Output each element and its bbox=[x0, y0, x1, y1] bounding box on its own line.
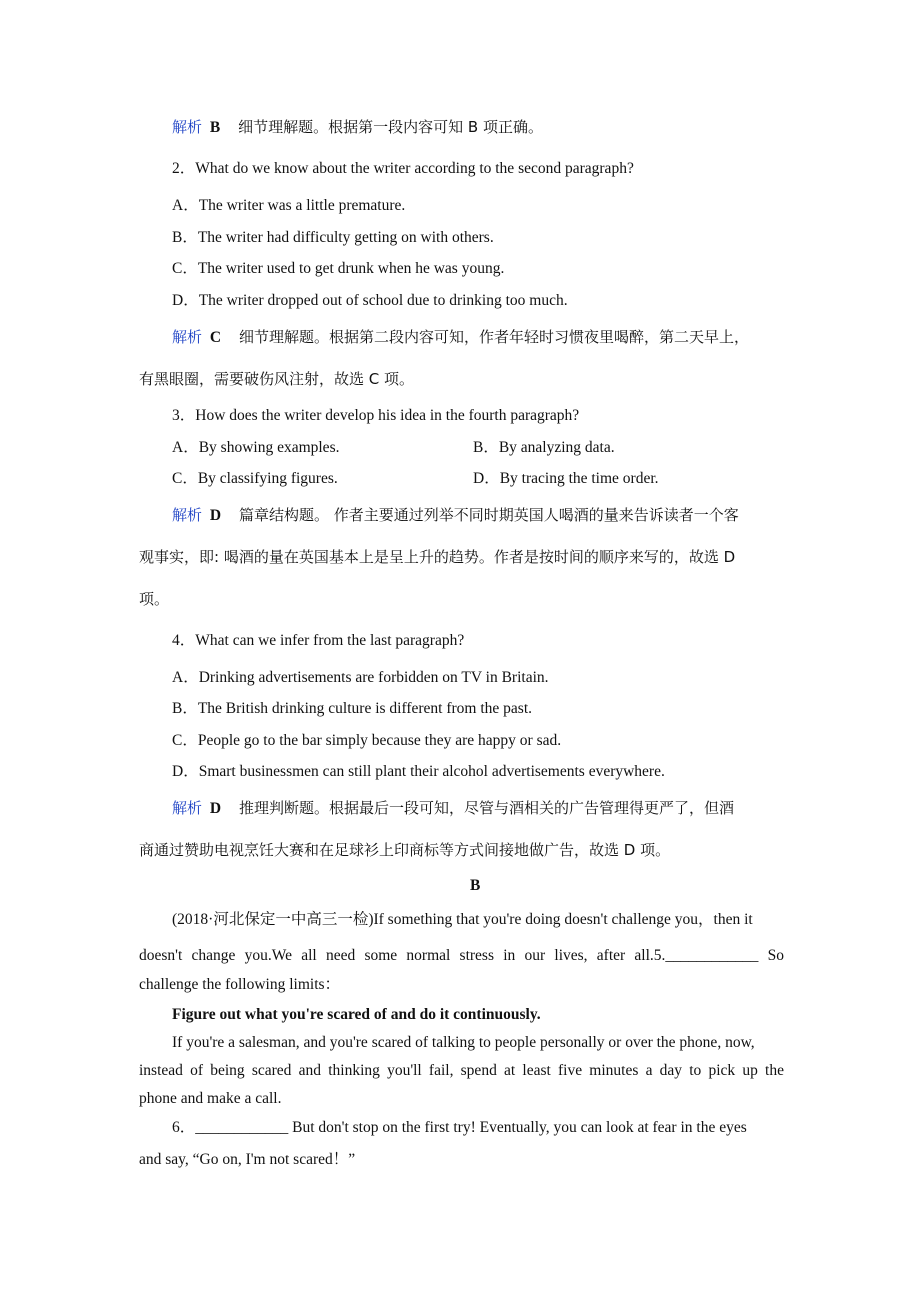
q3-explanation-cont2: 项。 bbox=[139, 590, 170, 608]
q2-explanation-text: 细节理解题。根据第二段内容可知，作者年轻时习惯夜里喝醉，第二天早上， bbox=[238, 328, 749, 346]
jiexi-label: 解析 bbox=[172, 328, 203, 346]
q3-explanation-text: 篇章结构题。 作者主要通过列举不同时期英国人喝酒的量来告诉读者一个客 bbox=[238, 506, 739, 524]
q1-explanation-text: 细节理解题。根据第一段内容可知 B 项正确。 bbox=[238, 118, 543, 136]
paragraph-2-cont: and say, “Go on, I'm not scared！” bbox=[139, 1151, 356, 1168]
q2-option-d: D．The writer dropped out of school due to drinking too much. bbox=[172, 292, 568, 309]
q3-answer: D bbox=[209, 507, 222, 524]
section-heading: B bbox=[470, 877, 481, 894]
q4-explanation-cont: 商通过赞助电视烹饪大赛和在足球衫上印商标等方式间接地做广告，故选 D 项。 bbox=[139, 841, 671, 859]
paragraph-1-cont: instead of being scared and thinking you'll fail, spend at least five minutes a day to pick up the bbox=[139, 1062, 784, 1079]
q3-option-a: A．By showing examples. bbox=[172, 439, 340, 456]
q1-answer: B bbox=[209, 119, 221, 136]
jiexi-label: 解析 bbox=[172, 799, 203, 817]
paragraph-1-end: phone and make a call. bbox=[139, 1090, 282, 1107]
q2-option-c: C．The writer used to get drunk when he was young. bbox=[172, 260, 505, 277]
q2-explanation-cont: 有黑眼圈，需要破伤风注射，故选 C 项。 bbox=[139, 370, 415, 388]
subheading: Figure out what you're scared of and do it continuously. bbox=[172, 1006, 541, 1023]
section-intro-cont: doesn't change you.We all need some normal stress in our lives, after all.5.____________ So bbox=[139, 947, 784, 964]
q4-option-d: D．Smart businessmen can still plant their alcohol advertisements everywhere. bbox=[172, 763, 665, 780]
q3-option-c: C．By classifying figures. bbox=[172, 470, 338, 487]
q3-option-d: D．By tracing the time order. bbox=[473, 470, 659, 487]
q4-option-c: C．People go to the bar simply because they are happy or sad. bbox=[172, 732, 562, 749]
jiexi-label: 解析 bbox=[172, 506, 203, 524]
q4-explanation bbox=[172, 798, 734, 819]
paragraph-2: 6．____________ But don't stop on the first try! Eventually, you can look at fear in the eyes bbox=[172, 1119, 747, 1136]
q4-stem: 4．What can we infer from the last paragraph? bbox=[172, 632, 465, 649]
paragraph-1: If you're a salesman, and you're scared of talking to people personally or over the phone, now, bbox=[172, 1034, 755, 1051]
q4-option-b: B．The British drinking culture is different from the past. bbox=[172, 700, 533, 717]
q4-explanation-text: 推理判断题。根据最后一段可知，尽管与酒相关的广告管理得更严了，但酒 bbox=[238, 799, 734, 817]
q2-stem: 2．What do we know about the writer according to the second paragraph? bbox=[172, 160, 634, 177]
q2-answer: C bbox=[209, 329, 222, 346]
q1-explanation bbox=[172, 117, 543, 138]
q4-option-a: A．Drinking advertisements are forbidden on TV in Britain. bbox=[172, 669, 549, 686]
q2-option-a: A．The writer was a little premature. bbox=[172, 197, 406, 214]
jiexi-label: 解析 bbox=[172, 118, 203, 136]
q4-answer: D bbox=[209, 800, 222, 817]
q3-explanation-cont: 观事实，即: 喝酒的量在英国基本上是呈上升的趋势。作者是按时间的顺序来写的，故选 D bbox=[139, 548, 736, 566]
q2-option-b: B．The writer had difficulty getting on with others. bbox=[172, 229, 494, 246]
q3-stem: 3．How does the writer develop his idea in the fourth paragraph? bbox=[172, 407, 580, 424]
q3-explanation bbox=[172, 505, 739, 526]
section-intro-end: challenge the following limits： bbox=[139, 976, 341, 993]
q2-explanation bbox=[172, 327, 749, 348]
section-intro: (2018·河北保定一中高三一检)If something that you're doing doesn't challenge you，then it bbox=[172, 911, 753, 928]
q3-option-b: B．By analyzing data. bbox=[473, 439, 615, 456]
